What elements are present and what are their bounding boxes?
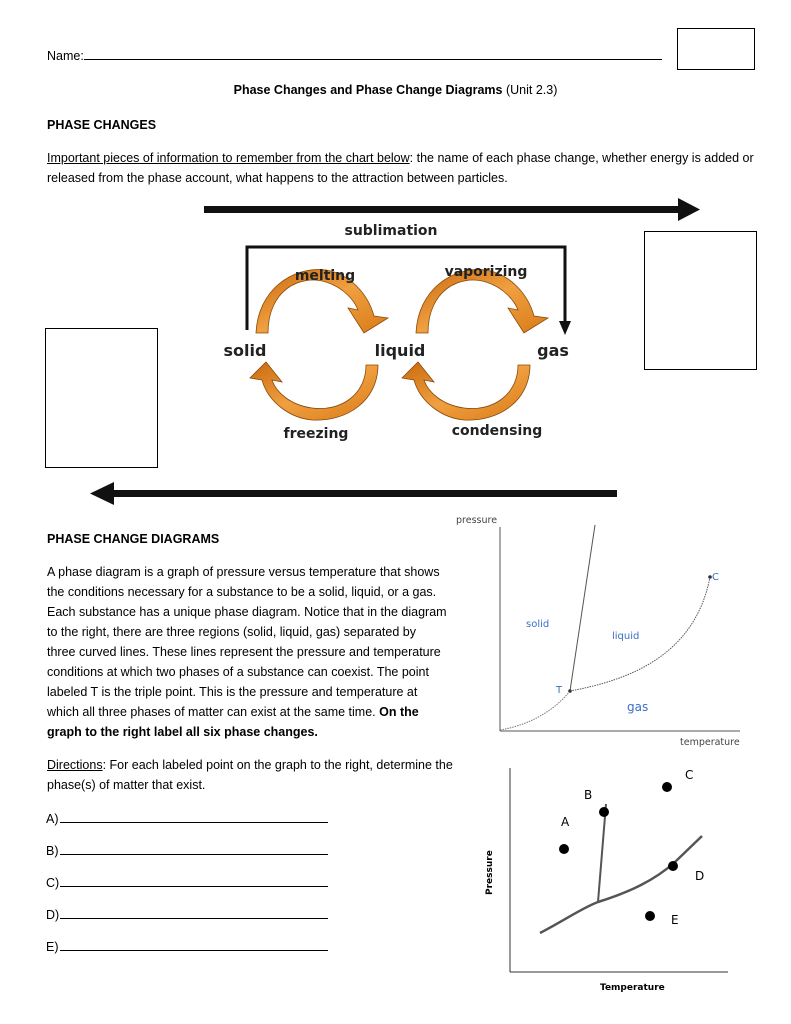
title-text: Phase Changes and Phase Change Diagrams xyxy=(233,83,503,97)
intro-paragraph xyxy=(47,148,759,188)
point-a-label: A xyxy=(561,815,570,829)
answer-row-d[interactable] xyxy=(46,906,328,922)
answer-label-b: B) xyxy=(46,844,59,858)
answer-label-e: E) xyxy=(46,940,59,954)
vaporizing-label: vaporizing xyxy=(444,264,528,280)
condensing-label: condensing xyxy=(451,423,543,439)
freezing-arrow-icon xyxy=(250,362,378,420)
score-box xyxy=(677,28,755,70)
liquid-label: liquid xyxy=(374,341,426,360)
answer-line-b[interactable] xyxy=(60,842,328,855)
section-heading-phase-change-diagrams: PHASE CHANGE DIAGRAMS xyxy=(47,532,220,546)
diagram1-gas-label: gas xyxy=(627,700,649,714)
point-d-label: D xyxy=(695,869,705,883)
melting-curve xyxy=(570,525,595,691)
paragraph-bold: On the graph to the right label all six phase changes. xyxy=(47,705,419,739)
intro-underlined: Important pieces of information to remember from the chart below xyxy=(47,151,410,165)
answer-row-a[interactable] xyxy=(46,810,328,826)
phase-diagram-1 xyxy=(440,505,760,755)
answer-label-c: C) xyxy=(46,876,60,890)
answer-line-d[interactable] xyxy=(60,906,328,919)
energy-arrow-left xyxy=(90,482,617,505)
point-b xyxy=(599,807,609,817)
point-c-label: C xyxy=(685,768,694,782)
page-title xyxy=(0,80,791,100)
energy-arrow-right xyxy=(204,198,700,221)
diagram1-xlabel: temperature xyxy=(680,737,740,748)
point-a xyxy=(559,844,569,854)
solid-label: solid xyxy=(223,341,267,360)
diagram2-melting-curve xyxy=(598,804,606,902)
name-label: Name: xyxy=(47,49,84,63)
answer-row-c[interactable] xyxy=(46,874,328,890)
point-b-label: B xyxy=(584,788,593,802)
answer-label-d: D) xyxy=(46,908,60,922)
answer-line-e[interactable] xyxy=(60,938,328,951)
intro-rest: : the name of each phase change, whether energy is added or released from the phase account, what happens to the attraction between particles. xyxy=(47,151,754,185)
name-field[interactable] xyxy=(84,45,662,60)
gas-label: gas xyxy=(537,341,569,360)
directions-paragraph xyxy=(47,755,462,795)
directions-label: Directions xyxy=(47,758,103,772)
name-row xyxy=(47,45,662,66)
answer-row-e[interactable] xyxy=(46,938,328,954)
sublimation-label: sublimation xyxy=(344,223,438,239)
freezing-label: freezing xyxy=(283,426,349,442)
title-unit: (Unit 2.3) xyxy=(505,83,558,97)
answer-line-c[interactable] xyxy=(60,874,328,887)
diagram1-liquid-label: liquid xyxy=(612,631,640,642)
answer-label-a: A) xyxy=(46,812,59,826)
condensing-arrow-icon xyxy=(402,362,530,420)
diagram1-triple-label: T xyxy=(556,685,563,696)
vaporization-curve xyxy=(570,577,710,691)
sublimation-curve xyxy=(500,691,570,730)
diagram1-critical-label: C xyxy=(712,572,719,583)
answer-line-a[interactable] xyxy=(60,810,328,823)
phase-diagram-2 xyxy=(470,760,770,1000)
answer-row-b[interactable] xyxy=(46,842,328,858)
diagram2-ylabel: Pressure xyxy=(485,850,495,895)
diagram2-xlabel: Temperature xyxy=(600,983,665,993)
point-c xyxy=(662,782,672,792)
phase-cycle-diagram xyxy=(0,190,791,510)
point-d xyxy=(668,861,678,871)
paragraph-text: A phase diagram is a graph of pressure versus temperature that shows the conditions necessary for a substance to be a solid, liquid, or a gas. Each substance has a unique phase diagram. Notice that in the diagram to the right, there are three regions (solid, liquid, gas) separated by three curved lines. These lines represent the pressure and temperature conditions at which two phases of a substance can coexist. The point labeled T is the triple point. This is the pressure and temperature at which all three phases of matter can exist at the same time. xyxy=(47,565,447,719)
point-e-label: E xyxy=(671,913,679,927)
directions-rest: : For each labeled point on the graph to the right, determine the phase(s) of matter that exist. xyxy=(47,758,453,792)
diagram1-solid-label: solid xyxy=(526,619,550,630)
point-e xyxy=(645,911,655,921)
melting-label: melting xyxy=(294,268,356,284)
triple-point xyxy=(568,689,572,693)
phase-diagram-paragraph xyxy=(47,562,447,742)
section-heading-phase-changes: PHASE CHANGES xyxy=(47,118,157,132)
diagram1-ylabel: pressure xyxy=(456,515,498,526)
